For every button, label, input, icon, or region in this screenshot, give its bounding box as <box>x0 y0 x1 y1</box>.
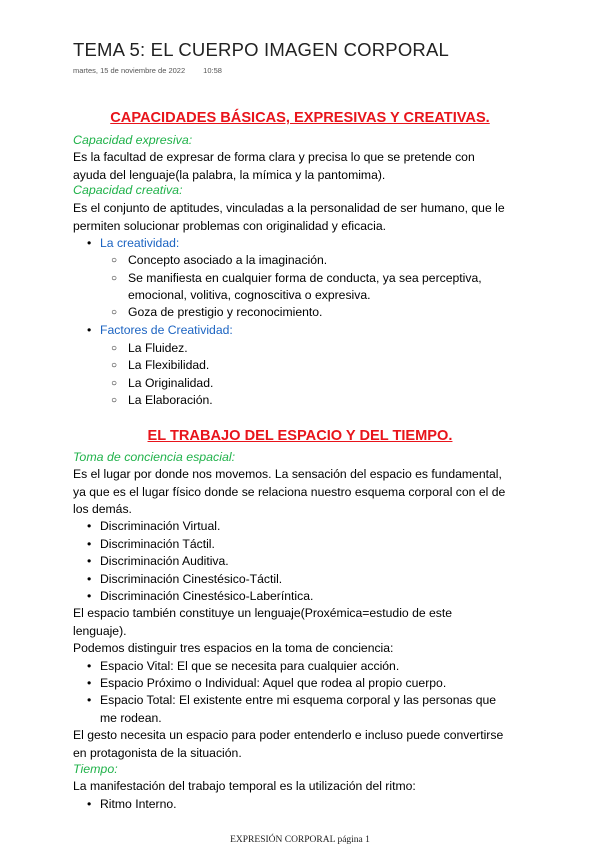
bullet-icon: • <box>87 323 92 337</box>
list-item-text: Goza de prestigio y reconocimiento. <box>128 305 323 319</box>
list-item <box>87 691 497 709</box>
page-time: 10:58 <box>203 66 222 75</box>
list-item-text: Espacio Próximo o Individual: Aquel que rodea al propio cuerpo. <box>100 676 447 690</box>
list-item-text: Discriminación Virtual. <box>100 519 221 533</box>
label-toma-conciencia: Toma de conciencia espacial: <box>73 450 236 464</box>
list-item-text: La Originalidad. <box>128 376 214 390</box>
list-item-text: La Elaboración. <box>128 393 213 407</box>
paragraph-line: Podemos distinguir tres espacios en la toma de conciencia: <box>73 641 394 655</box>
list-item-text: Discriminación Auditiva. <box>100 554 229 568</box>
bullet-icon: • <box>87 693 92 707</box>
section-heading-espacio-tiempo: EL TRABAJO DEL ESPACIO Y DEL TIEMPO. <box>147 428 453 444</box>
list-item-text: me rodean. <box>100 711 162 725</box>
list-title: Factores de Creatividad: <box>100 323 233 337</box>
label-capacidad-expresiva: Capacidad expresiva: <box>73 133 193 147</box>
sub-list-item <box>111 269 482 287</box>
paragraph-line: Es el conjunto de aptitudes, vinculadas a la personalidad de ser humano, que le <box>73 201 505 215</box>
list-item-continuation <box>100 709 162 727</box>
page-timestamp <box>73 66 222 75</box>
circle-bullet-icon: ○ <box>111 378 118 389</box>
circle-bullet-icon: ○ <box>111 395 118 406</box>
list-item <box>87 657 400 675</box>
circle-bullet-icon: ○ <box>111 307 118 318</box>
circle-bullet-icon: ○ <box>111 360 118 371</box>
paragraph-line: lenguaje). <box>73 624 127 638</box>
label-capacidad-creativa: Capacidad creativa: <box>73 183 183 197</box>
bullet-icon: • <box>87 554 92 568</box>
list-item-text: Discriminación Cinestésico-Táctil. <box>100 572 283 586</box>
list-item <box>87 535 215 553</box>
bullet-icon: • <box>87 659 92 673</box>
bullet-icon: • <box>87 519 92 533</box>
paragraph-line: Es la facultad de expresar de forma clara y precisa lo que se pretende con <box>73 150 475 164</box>
list-item-creatividad <box>87 234 180 252</box>
list-item-text: emocional, volitiva, cognoscitiva o expresiva. <box>128 288 371 302</box>
sub-list-item <box>111 356 210 374</box>
sub-list-item-continuation <box>128 286 371 304</box>
circle-bullet-icon: ○ <box>111 343 118 354</box>
list-item-text: Espacio Total: El existente entre mi esquema corporal y las personas que <box>100 693 497 707</box>
sub-list-item <box>111 339 188 357</box>
bullet-icon: • <box>87 537 92 551</box>
list-item <box>87 674 447 692</box>
bullet-icon: • <box>87 676 92 690</box>
bullet-icon: • <box>87 797 92 811</box>
bullet-icon: • <box>87 236 92 250</box>
list-item-text: Discriminación Táctil. <box>100 537 215 551</box>
list-item-text: La Flexibilidad. <box>128 358 210 372</box>
sub-list-item <box>111 374 214 392</box>
page-title: TEMA 5: EL CUERPO IMAGEN CORPORAL <box>73 39 449 60</box>
page-date: martes, 15 de noviembre de 2022 <box>73 66 186 75</box>
page-footer: EXPRESIÓN CORPORAL página 1 <box>230 835 370 845</box>
list-item-text: Se manifiesta en cualquier forma de conducta, ya sea perceptiva, <box>128 271 482 285</box>
list-item-text: Espacio Vital: El que se necesita para cualquier acción. <box>100 659 400 673</box>
list-item <box>87 587 314 605</box>
list-item-text: Concepto asociado a la imaginación. <box>128 253 328 267</box>
circle-bullet-icon: ○ <box>111 255 118 266</box>
sub-list-item <box>111 303 323 321</box>
list-item <box>87 552 229 570</box>
paragraph-line: El espacio también constituye un lenguaje(Proxémica=estudio de este <box>73 606 453 620</box>
list-item <box>87 517 221 535</box>
paragraph-line: ya que es el lugar físico donde se relaciona nuestro esquema corporal con el de <box>73 485 506 499</box>
circle-bullet-icon: ○ <box>111 273 118 284</box>
paragraph-line: ayuda del lenguaje(la palabra, la mímica y la pantomima). <box>73 168 386 182</box>
paragraph-line: los demás. <box>73 502 132 516</box>
paragraph-line: en protagonista de la situación. <box>73 746 242 760</box>
list-item-text: Ritmo Interno. <box>100 797 177 811</box>
paragraph-line: permiten solucionar problemas con originalidad y eficacia. <box>73 219 386 233</box>
list-title: La creatividad: <box>100 236 180 250</box>
section-heading-capacidades: CAPACIDADES BÁSICAS, EXPRESIVAS Y CREATIVAS. <box>110 110 490 126</box>
list-item <box>87 795 177 813</box>
list-item-text: Discriminación Cinestésico-Laberíntica. <box>100 589 314 603</box>
sub-list-item <box>111 391 213 409</box>
sub-list-item <box>111 251 328 269</box>
bullet-icon: • <box>87 572 92 586</box>
paragraph-line: El gesto necesita un espacio para poder entenderlo e incluso puede convertirse <box>73 728 504 742</box>
list-item <box>87 570 283 588</box>
bullet-icon: • <box>87 589 92 603</box>
list-item-text: La Fluidez. <box>128 341 188 355</box>
label-tiempo: Tiempo: <box>73 762 118 776</box>
paragraph-line: Es el lugar por donde nos movemos. La sensación del espacio es fundamental, <box>73 467 502 481</box>
paragraph-line: La manifestación del trabajo temporal es la utilización del ritmo: <box>73 779 416 793</box>
list-item-factores <box>87 321 233 339</box>
